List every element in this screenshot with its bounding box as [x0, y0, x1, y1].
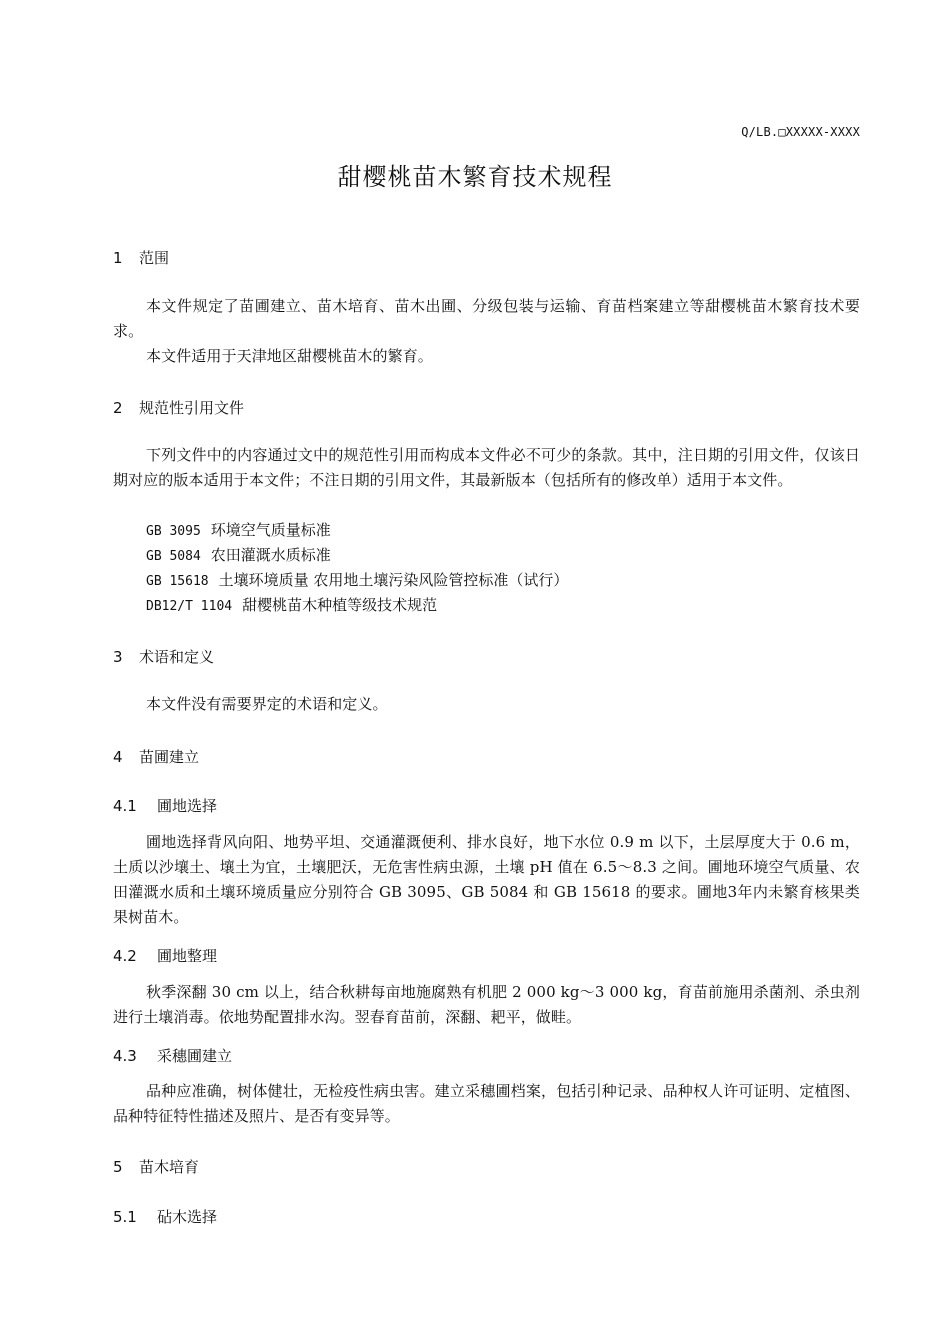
section-title: 砧木选择 [157, 1208, 218, 1226]
reference-name: 农田灌溉水质标准 [210, 546, 331, 564]
section-4-3-heading [113, 1045, 232, 1066]
paragraph: 秋季深翻 30 cm 以上，结合秋耕每亩地施腐熟有机肥 2 000 kg～3 000 kg，育苗前施用杀菌剂、杀虫剂进行土壤消毒。依地势配置排水沟。翌春育苗前，深翻、耙平，做畦。 [113, 983, 860, 1026]
section-4-2-heading [113, 945, 217, 966]
section-number: 5 [113, 1158, 123, 1176]
section-4-heading [113, 746, 199, 767]
paragraph: 下列文件中的内容通过文中的规范性引用而构成本文件必不可少的条款。其中，注日期的引用文件，仅该日期对应的版本适用于本文件；不注日期的引用文件，其最新版本（包括所有的修改单）适用于本文件。 [113, 446, 860, 489]
section-title: 范围 [139, 249, 170, 267]
section-1-heading [113, 247, 169, 268]
section-3-heading [113, 646, 214, 667]
section-title: 规范性引用文件 [139, 399, 245, 417]
section-number: 4.1 [113, 797, 137, 815]
section-2-heading [113, 397, 244, 418]
section-number: 4.3 [113, 1047, 137, 1065]
reference-code: DB12/T 1104 [146, 599, 233, 614]
paragraph: 本文件适用于天津地区甜樱桃苗木的繁育。 [146, 347, 433, 365]
reference-code: GB 3095 [146, 524, 201, 539]
section-number: 3 [113, 648, 123, 666]
section-title: 采穗圃建立 [157, 1047, 233, 1065]
section-title: 圃地选择 [157, 797, 218, 815]
paragraph: 品种应准确，树体健壮，无检疫性病虫害。建立采穗圃档案，包括引种记录、品种权人许可证明、定植图、品种特征特性描述及照片、是否有变异等。 [113, 1082, 860, 1125]
document-title: 甜樱桃苗木繁育技术规程 [337, 163, 613, 191]
section-title: 术语和定义 [139, 648, 215, 666]
paragraph: 本文件规定了苗圃建立、苗木培育、苗木出圃、分级包装与运输、育苗档案建立等甜樱桃苗木繁育技术要求。 [113, 297, 860, 340]
section-4-1-heading [113, 795, 217, 816]
reference-name: 土壤环境质量 农用地土壤污染风险管控标准（试行） [218, 571, 569, 589]
reference-item [146, 568, 568, 594]
section-number: 4 [113, 748, 123, 766]
section-number: 1 [113, 249, 123, 267]
section-5-1-heading [113, 1206, 217, 1227]
paragraph: 圃地选择背风向阳、地势平坦、交通灌溉便利、排水良好，地下水位 0.9 m 以下，土层厚度大于 0.6 m，土质以沙壤土、壤土为宜，土壤肥沃，无危害性病虫源，土壤 pH 值在 6.5～8.3 之间。圃地环境空气质量、农田灌溉水质和土壤环境质量应分别符合 GB 3095、GB 5084 和 GB 15618 的要求。圃地3年内未繁育核果类果树苗木。 [113, 833, 860, 926]
reference-name: 环境空气质量标准 [210, 521, 331, 539]
section-number: 4.2 [113, 947, 137, 965]
reference-item [146, 593, 437, 619]
section-title: 圃地整理 [157, 947, 218, 965]
standard-code: Q/LB.□XXXXX-XXXX [741, 125, 860, 139]
paragraph: 本文件没有需要界定的术语和定义。 [146, 695, 388, 713]
reference-item [146, 543, 331, 569]
section-5-heading [113, 1156, 199, 1177]
reference-code: GB 5084 [146, 549, 201, 564]
section-number: 2 [113, 399, 123, 417]
reference-item [146, 518, 331, 544]
section-number: 5.1 [113, 1208, 137, 1226]
section-title: 苗木培育 [139, 1158, 200, 1176]
reference-code: GB 15618 [146, 574, 209, 589]
section-title: 苗圃建立 [139, 748, 200, 766]
reference-name: 甜樱桃苗木种植等级技术规范 [242, 596, 438, 614]
